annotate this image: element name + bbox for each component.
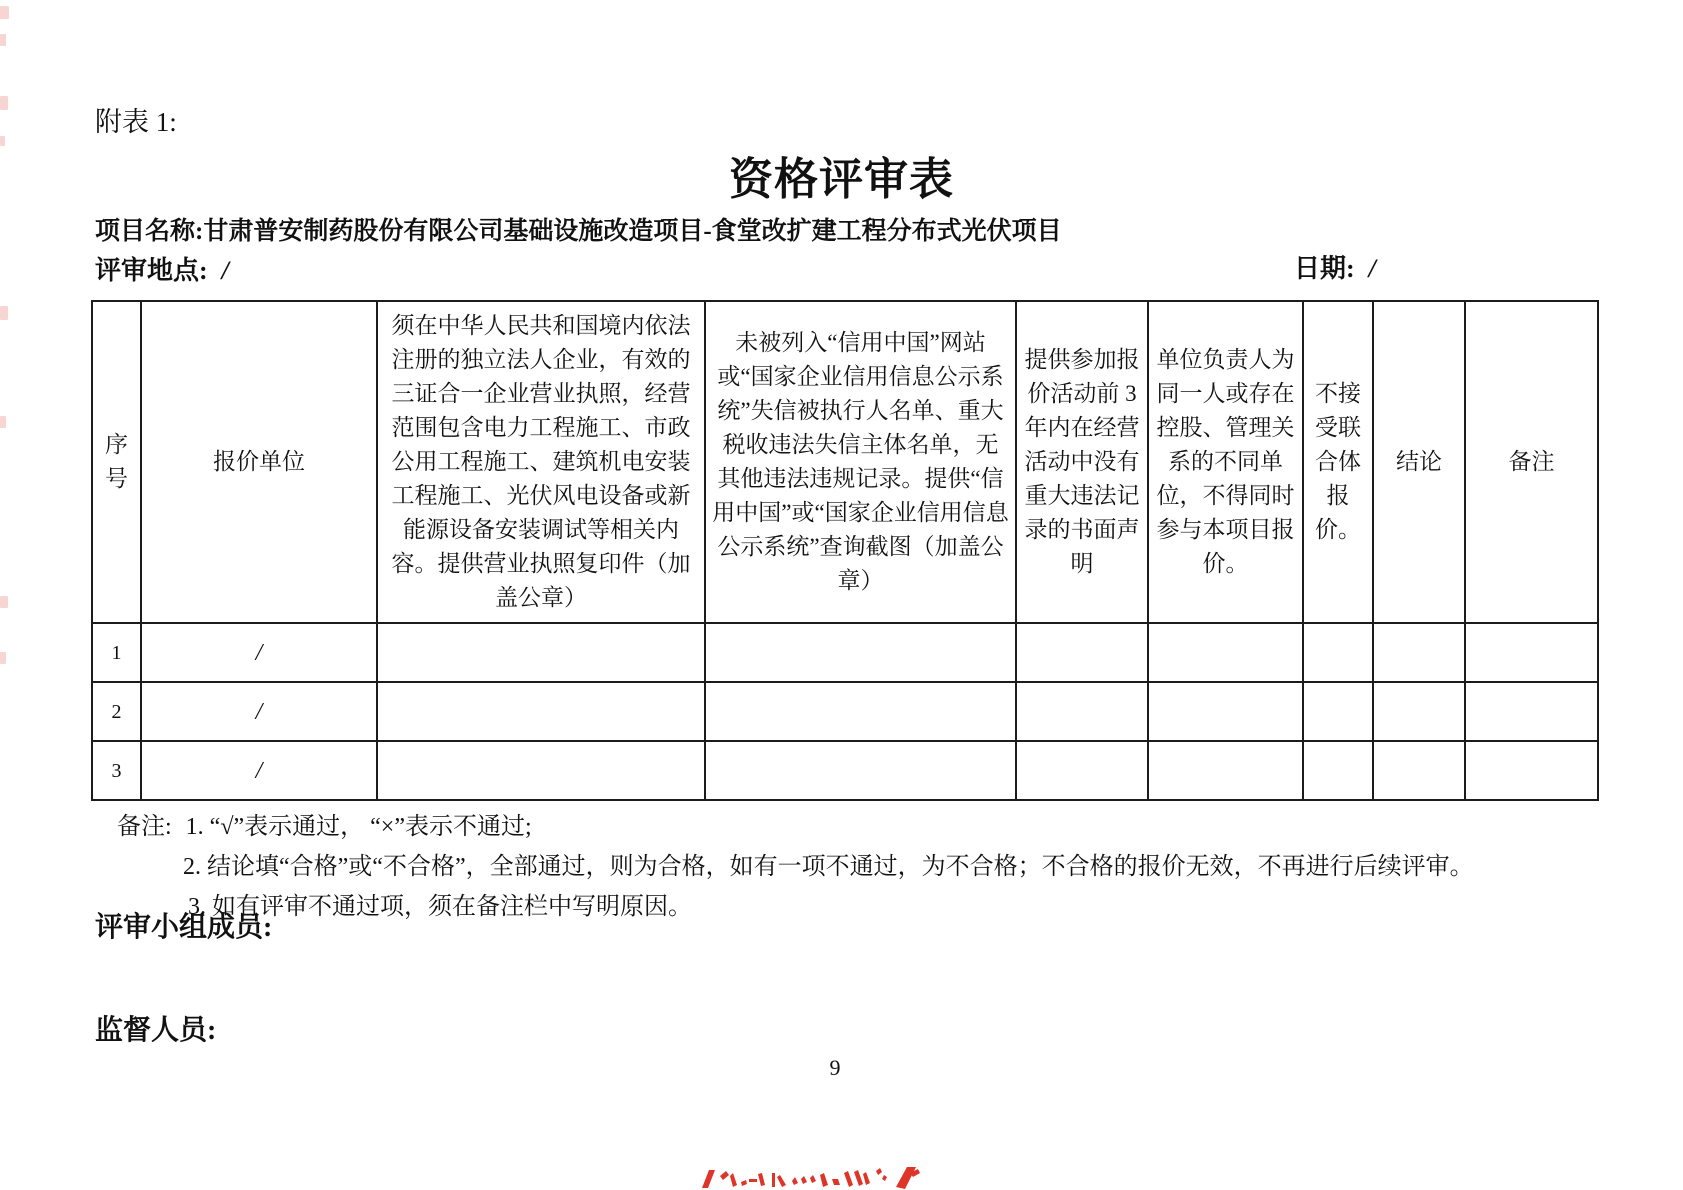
col-header-same-person: 单位负责人为同一人或存在控股、管理关系的不同单位，不得同时参与本项目报价。	[1148, 301, 1303, 623]
cell-declaration	[1016, 623, 1148, 682]
col-header-no-consortium: 不接受联合体报价。	[1303, 301, 1373, 623]
table-row	[92, 682, 1598, 741]
note-item-3: 3. 如有评审不通过项，须在备注栏中写明原因。	[188, 894, 692, 920]
cell-no-consortium	[1303, 623, 1373, 682]
cell-bidder: /	[141, 623, 377, 682]
date-line	[1294, 248, 1376, 285]
cell-declaration	[1016, 741, 1148, 800]
page-title: 资格评审表	[729, 155, 954, 204]
cell-conclusion	[1373, 623, 1465, 682]
qualification-table	[91, 300, 1599, 801]
cell-credit	[705, 741, 1016, 800]
project-name-line	[95, 211, 1062, 247]
review-team-label: 评审小组成员:	[95, 912, 273, 943]
notes-label: 备注:	[117, 814, 172, 840]
cell-conclusion	[1373, 682, 1465, 741]
project-name-label: 项目名称:	[95, 218, 204, 245]
cell-credit	[705, 623, 1016, 682]
review-location-label: 评审地点:	[95, 256, 208, 285]
review-location-value: /	[221, 256, 229, 285]
cell-same-person	[1148, 741, 1303, 800]
col-header-bidder: 报价单位	[141, 301, 377, 623]
table-row	[92, 623, 1598, 682]
cell-same-person	[1148, 623, 1303, 682]
col-header-conclusion: 结论	[1373, 301, 1465, 623]
cell-license	[377, 623, 705, 682]
col-header-license: 须在中华人民共和国境内依法注册的独立法人企业，有效的三证合一企业营业执照，经营范围包含电力工程施工、市政公用工程施工、建筑机电安装工程施工、光伏风电设备或新能源设备安装调试等相关内容。提供营业执照复印件（加盖公章）	[377, 301, 705, 623]
supervisor-label: 监督人员:	[95, 1015, 217, 1046]
cell-declaration	[1016, 682, 1148, 741]
col-header-serial: 序号	[92, 301, 141, 623]
note-item-2: 2. 结论填“合格”或“不合格”，全部通过，则为合格，如有一项不通过，为不合格；不合格的报价无效，不再进行后续评审。	[183, 854, 1474, 880]
scan-mark	[0, 652, 6, 664]
col-header-remarks: 备注	[1465, 301, 1598, 623]
date-label: 日期:	[1294, 254, 1355, 283]
scan-mark	[0, 416, 6, 428]
cell-no-consortium	[1303, 682, 1373, 741]
notes-line-2	[183, 846, 1474, 881]
scan-mark	[0, 306, 8, 320]
scan-mark	[0, 596, 8, 608]
table-row	[92, 741, 1598, 800]
cell-remarks	[1465, 623, 1598, 682]
cell-license	[377, 741, 705, 800]
scan-mark	[0, 6, 9, 19]
cell-bidder: /	[141, 741, 377, 800]
cell-credit	[705, 682, 1016, 741]
appendix-label: 附表 1:	[95, 107, 177, 137]
col-header-declaration: 提供参加报价活动前 3 年内在经营活动中没有重大违法记录的书面声明	[1016, 301, 1148, 623]
table-header-row	[92, 301, 1598, 623]
page-number: 9	[829, 1055, 841, 1080]
col-header-credit: 未被列入“信用中国”网站或“国家企业信用信息公示系统”失信被执行人名单、重大税收违法失信主体名单，无其他违法违规记录。提供“信用中国”或“国家企业信用信息公示系统”查询截图（加盖公章）	[705, 301, 1016, 623]
cell-serial: 1	[92, 623, 141, 682]
date-value: /	[1368, 254, 1376, 283]
cell-serial: 3	[92, 741, 141, 800]
cell-no-consortium	[1303, 741, 1373, 800]
cell-conclusion	[1373, 741, 1465, 800]
cell-bidder: /	[141, 682, 377, 741]
review-location-line	[95, 250, 229, 287]
notes-line-1	[117, 806, 532, 841]
cell-remarks	[1465, 741, 1598, 800]
cell-same-person	[1148, 682, 1303, 741]
project-name-value: 甘肃普安制药股份有限公司基础设施改造项目-食堂改扩建工程分布式光伏项目	[203, 218, 1062, 245]
scan-mark	[0, 96, 8, 110]
red-stamp-fragment-icon	[700, 1164, 920, 1190]
note-item-1: 1. “√”表示通过， “×”表示不通过;	[185, 814, 532, 840]
cell-license	[377, 682, 705, 741]
scan-mark	[0, 34, 6, 46]
cell-remarks	[1465, 682, 1598, 741]
cell-serial: 2	[92, 682, 141, 741]
